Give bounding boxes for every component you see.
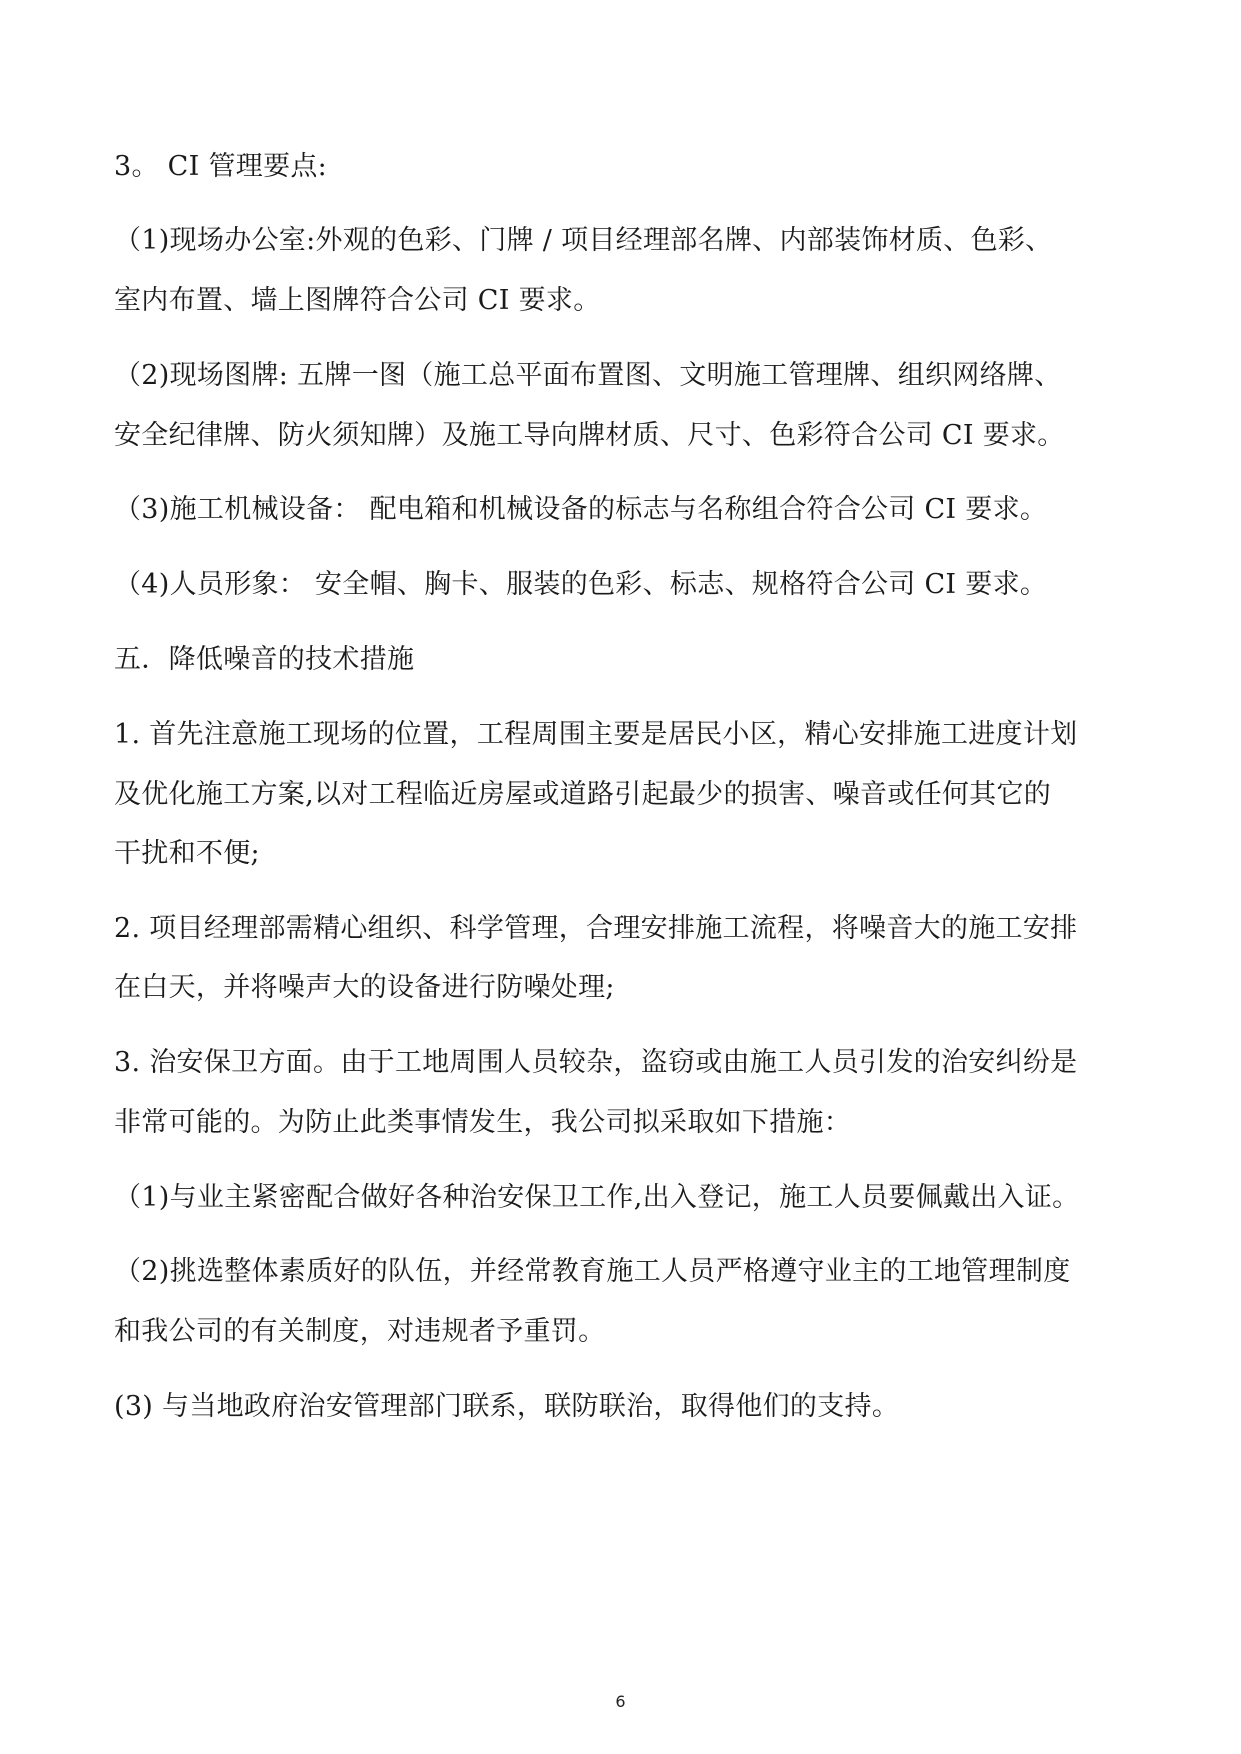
paragraph-line: （4)人员形象： 安全帽、胸卡、服装的色彩、标志、规格符合公司 CI 要求。 <box>114 569 1048 600</box>
section-3-heading: 3。 CI 管理要点: <box>114 151 328 182</box>
paragraph-line: 室内布置、墙上图牌符合公司 CI 要求。 <box>114 285 601 316</box>
paragraph-line: (3) 与当地政府治安管理部门联系，联防联治，取得他们的支持。 <box>114 1391 900 1422</box>
paragraph-line: 2. 项目经理部需精心组织、科学管理，合理安排施工流程，将噪音大的施工安排 <box>114 913 1078 944</box>
paragraph-line: 1. 首先注意施工现场的位置，工程周围主要是居民小区，精心安排施工进度计划 <box>114 719 1078 750</box>
page-number: 6 <box>615 1692 626 1711</box>
paragraph-line: （3)施工机械设备： 配电箱和机械设备的标志与名称组合符合公司 CI 要求。 <box>114 494 1048 525</box>
paragraph-line: 非常可能的。为防止此类事情发生，我公司拟采取如下措施： <box>114 1107 852 1138</box>
section-5-heading: 五．降低噪音的技术措施 <box>114 644 415 675</box>
paragraph-line: 干扰和不便; <box>114 838 260 869</box>
paragraph-line: 及优化施工方案,以对工程临近房屋或道路引起最少的损害、噪音或任何其它的 <box>114 779 1052 810</box>
paragraph-line: （2)挑选整体素质好的队伍，并经常教育施工人员严格遵守业主的工地管理制度 <box>114 1256 1071 1287</box>
paragraph-line: 在白天，并将噪声大的设备进行防噪处理; <box>114 972 615 1003</box>
paragraph-line: （1)与业主紧密配合做好各种治安保卫工作,出入登记，施工人员要佩戴出入证。 <box>114 1182 1080 1213</box>
paragraph-line: 安全纪律牌、防火须知牌）及施工导向牌材质、尺寸、色彩符合公司 CI 要求。 <box>114 420 1065 451</box>
paragraph-line: 3. 治安保卫方面。由于工地周围人员较杂，盗窃或由施工人员引发的治安纠纷是 <box>114 1047 1078 1078</box>
paragraph-line: （1)现场办公室:外观的色彩、门牌 / 项目经理部名牌、内部装饰材质、色彩、 <box>114 225 1053 256</box>
paragraph-line: 和我公司的有关制度，对违规者予重罚。 <box>114 1316 606 1347</box>
paragraph-line: （2)现场图牌: 五牌一图（施工总平面布置图、文明施工管理牌、组织网络牌、 <box>114 360 1062 391</box>
